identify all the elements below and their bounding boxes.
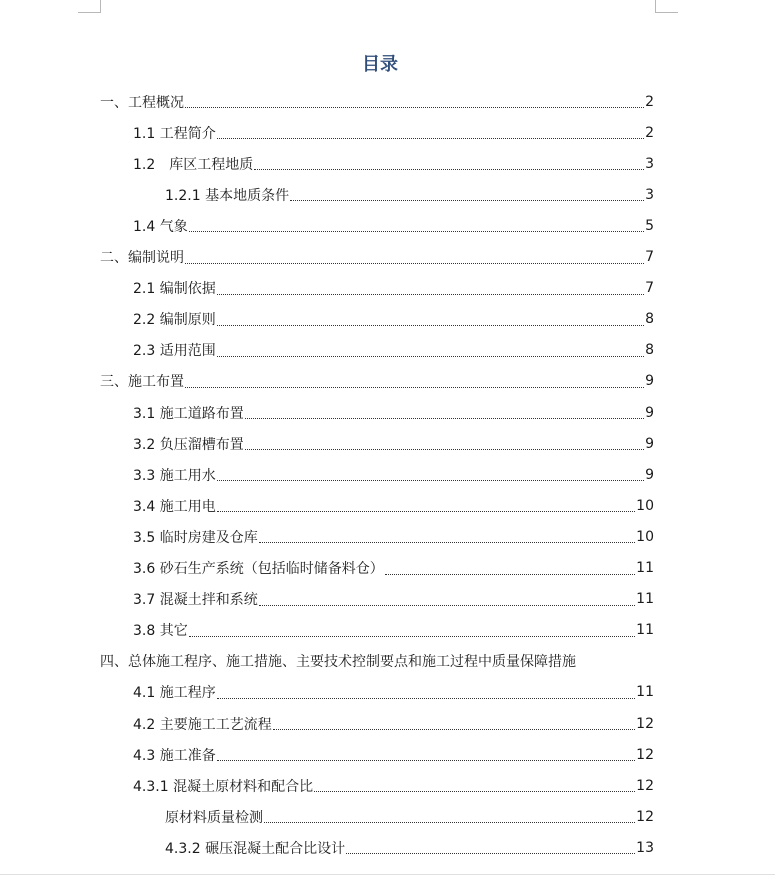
toc-entry-page-number: 9 xyxy=(645,466,654,483)
margin-corner-mark-right xyxy=(655,0,678,13)
toc-entry-page-number: 10 xyxy=(636,497,654,514)
dot-leader xyxy=(254,169,644,170)
toc-entry[interactable] xyxy=(0,739,775,770)
toc-entry[interactable] xyxy=(0,677,775,708)
dot-leader xyxy=(185,263,644,264)
toc-entry[interactable] xyxy=(0,646,775,677)
toc-entry-page-number: 11 xyxy=(636,684,654,701)
toc-entry[interactable] xyxy=(0,584,775,615)
toc-entry-page-number: 3 xyxy=(645,186,654,203)
toc-entry[interactable] xyxy=(0,335,775,366)
toc-entry[interactable] xyxy=(0,832,775,863)
toc-entry-label: 一、工程概况 xyxy=(100,94,184,111)
toc-entry-label: 三、施工布置 xyxy=(100,374,184,391)
toc-entry-page-number: 3 xyxy=(645,155,654,172)
toc-entry[interactable] xyxy=(0,148,775,179)
toc-entry-label: 2.1 编制依据 xyxy=(133,281,216,298)
toc-entry-page-number: 9 xyxy=(645,404,654,421)
toc-entry-page-number: 12 xyxy=(636,715,654,732)
toc-entry-label: 1.1 工程简介 xyxy=(133,125,216,142)
toc-entry-page-number: 2 xyxy=(645,93,654,110)
toc-entry-label: 4.2 主要施工工艺流程 xyxy=(133,716,272,733)
dot-leader xyxy=(385,574,635,575)
toc-entry-page-number: 9 xyxy=(645,435,654,452)
dot-leader xyxy=(346,853,635,854)
toc-entry-page-number: 11 xyxy=(636,560,654,576)
dot-leader xyxy=(217,325,644,326)
toc-entry-label: 3.2 负压溜槽布置 xyxy=(133,436,244,453)
toc-entry-page-number: 12 xyxy=(636,777,654,794)
toc-entry[interactable] xyxy=(0,117,775,148)
toc-entry[interactable] xyxy=(0,615,775,646)
toc-entry-label: 1.2.1 基本地质条件 xyxy=(165,187,290,204)
toc-entry-label: 3.7 混凝土拌和系统 xyxy=(133,592,258,609)
toc-entry-label: 1.4 气象 xyxy=(133,218,188,235)
toc-entry-label: 2.3 适用范围 xyxy=(133,343,216,360)
toc-entry-page-number: 10 xyxy=(636,528,654,545)
toc-entry-page-number: 9 xyxy=(645,373,654,390)
dot-leader xyxy=(217,356,644,357)
toc-entry-page-number: 7 xyxy=(645,280,654,297)
toc-entry[interactable] xyxy=(0,428,775,459)
toc-entry[interactable] xyxy=(0,366,775,397)
toc-entry-label: 四、总体施工程序、施工措施、主要技术控制要点和施工过程中质量保障措施 xyxy=(100,654,576,671)
toc-entry-page-number: 11 xyxy=(636,622,654,639)
toc-entry-page-number: 13 xyxy=(636,839,654,856)
toc-entry[interactable] xyxy=(0,490,775,521)
toc-entry-page-number: 12 xyxy=(636,746,654,763)
page-bottom-edge xyxy=(0,874,775,875)
toc-entry-page-number: 7 xyxy=(645,249,654,265)
dot-leader xyxy=(217,698,635,699)
toc-entry-page-number: 5 xyxy=(645,217,654,234)
dot-leader xyxy=(245,449,644,450)
toc-entry-label: 3.5 临时房建及仓库 xyxy=(133,529,258,546)
dot-leader xyxy=(259,605,635,606)
toc-entry[interactable] xyxy=(0,242,775,273)
dot-leader xyxy=(217,760,635,761)
dot-leader xyxy=(217,480,644,481)
margin-corner-mark-left xyxy=(78,0,101,13)
toc-entry-label: 3.8 其它 xyxy=(133,623,188,640)
toc-entry-label: 1.2 库区工程地质 xyxy=(133,156,254,173)
dot-leader xyxy=(217,511,635,512)
toc-entry[interactable] xyxy=(0,553,775,584)
toc-entry[interactable] xyxy=(0,210,775,241)
toc-entry[interactable] xyxy=(0,459,775,490)
toc-entry-page-number: 11 xyxy=(636,591,654,608)
toc-entry[interactable] xyxy=(0,397,775,428)
toc-entry-label: 2.2 编制原则 xyxy=(133,312,216,329)
toc-entry[interactable] xyxy=(0,521,775,552)
dot-leader xyxy=(189,636,635,637)
toc-entry-page-number: 12 xyxy=(636,808,654,825)
toc-entry-page-number: 8 xyxy=(645,311,654,328)
toc-entry-label: 3.1 施工道路布置 xyxy=(133,405,244,422)
dot-leader xyxy=(290,200,644,201)
toc-entry-label: 4.3.2 碾压混凝土配合比设计 xyxy=(165,840,346,857)
toc-entry-label: 4.3.1 混凝土原材料和配合比 xyxy=(133,778,314,795)
toc-entry-label: 3.4 施工用电 xyxy=(133,498,216,515)
toc-entry-page-number: 2 xyxy=(645,124,654,141)
dot-leader xyxy=(189,231,644,232)
dot-leader xyxy=(185,387,644,388)
toc-entry[interactable] xyxy=(0,708,775,739)
toc-entry-label: 4.3 施工准备 xyxy=(133,747,216,764)
toc-entry[interactable] xyxy=(0,86,775,117)
dot-leader xyxy=(217,294,644,295)
toc-entry[interactable] xyxy=(0,179,775,210)
dot-leader xyxy=(245,418,644,419)
toc-entry-page-number: 8 xyxy=(645,342,654,359)
toc-entry-label: 4.1 施工程序 xyxy=(133,685,216,702)
dot-leader xyxy=(264,822,635,823)
dot-leader xyxy=(217,138,644,139)
dot-leader xyxy=(185,107,644,108)
toc-entry-label: 原材料质量检测 xyxy=(165,809,263,826)
toc-entry-label: 3.6 砂石生产系统（包括临时储备料仓） xyxy=(133,561,384,577)
toc-entry[interactable] xyxy=(0,304,775,335)
toc-entry[interactable] xyxy=(0,770,775,801)
toc-entry-label: 二、编制说明 xyxy=(100,250,184,266)
dot-leader xyxy=(314,791,635,792)
dot-leader xyxy=(273,729,635,730)
toc-entry[interactable] xyxy=(0,801,775,832)
toc-title: 目录 xyxy=(362,54,398,75)
toc-entry[interactable] xyxy=(0,273,775,304)
dot-leader xyxy=(259,542,635,543)
toc-entry-label: 3.3 施工用水 xyxy=(133,467,216,484)
